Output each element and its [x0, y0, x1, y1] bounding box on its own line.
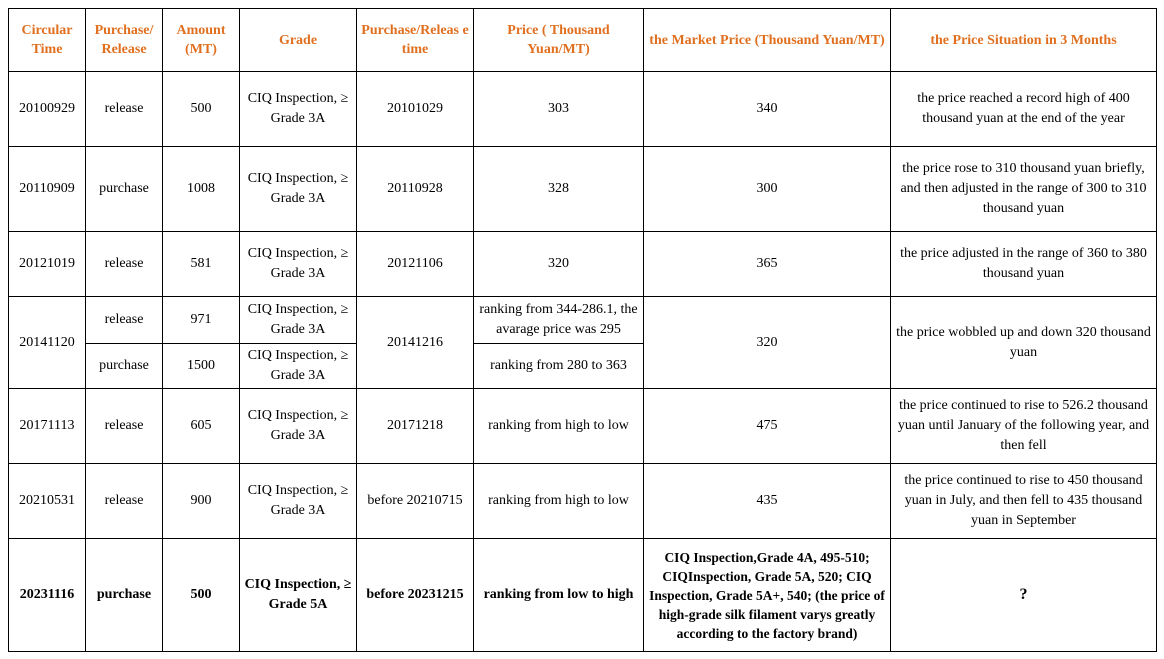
cell-type: purchase: [86, 344, 163, 389]
cell-time: 20141216: [357, 297, 474, 389]
table-row: [9, 297, 1157, 344]
cell-time: 20110928: [357, 147, 474, 232]
cell-price: ranking from 280 to 363: [474, 344, 644, 389]
cell-situation: ?: [891, 539, 1157, 652]
table-row: [9, 539, 1157, 652]
cell-time: before 20231215: [357, 539, 474, 652]
table-row: [9, 232, 1157, 297]
cell-circular-time: 20110909: [9, 147, 86, 232]
cell-type: release: [86, 232, 163, 297]
cell-circular-time: 20121019: [9, 232, 86, 297]
cell-time: 20121106: [357, 232, 474, 297]
header-row: [9, 9, 1157, 72]
cell-market-price: 320: [644, 297, 891, 389]
cell-grade: CIQ Inspection, ≥ Grade 3A: [240, 389, 357, 464]
header-purchase-release-time: Purchase/Releas e time: [357, 9, 474, 72]
cell-type: purchase: [86, 147, 163, 232]
cell-market-price: 475: [644, 389, 891, 464]
cell-type: release: [86, 297, 163, 344]
header-market-price: the Market Price (Thousand Yuan/MT): [644, 9, 891, 72]
cell-grade: CIQ Inspection, ≥ Grade 3A: [240, 232, 357, 297]
cell-market-price: 340: [644, 72, 891, 147]
table-row: [9, 389, 1157, 464]
cell-situation: the price adjusted in the range of 360 to 380 thousand yuan: [891, 232, 1157, 297]
cell-amount: 900: [163, 464, 240, 539]
cell-amount: 500: [163, 72, 240, 147]
cell-time: before 20210715: [357, 464, 474, 539]
cell-price: ranking from high to low: [474, 464, 644, 539]
cell-circular-time: 20171113: [9, 389, 86, 464]
cell-type: purchase: [86, 539, 163, 652]
cell-market-price: 365: [644, 232, 891, 297]
cell-time: 20171218: [357, 389, 474, 464]
cell-circular-time: 20100929: [9, 72, 86, 147]
cell-price: ranking from low to high: [474, 539, 644, 652]
cell-amount: 1008: [163, 147, 240, 232]
cell-circular-time: 20210531: [9, 464, 86, 539]
cell-circular-time: 20231116: [9, 539, 86, 652]
cell-grade: CIQ Inspection, ≥ Grade 3A: [240, 72, 357, 147]
cell-situation: the price wobbled up and down 320 thousand yuan: [891, 297, 1157, 389]
cell-price: 328: [474, 147, 644, 232]
cell-situation: the price reached a record high of 400 thousand yuan at the end of the year: [891, 72, 1157, 147]
cell-grade: CIQ Inspection, ≥ Grade 3A: [240, 464, 357, 539]
cell-type: release: [86, 72, 163, 147]
cell-market-price: 300: [644, 147, 891, 232]
cell-market-price: CIQ Inspection,Grade 4A, 495-510; CIQInspection, Grade 5A, 520; CIQ Inspection, Grade 5A+, 540; (the price of high-grade silk filament varys greatly according to the factory brand): [644, 539, 891, 652]
cell-price: 320: [474, 232, 644, 297]
cell-grade: CIQ Inspection, ≥ Grade 3A: [240, 344, 357, 389]
cell-type: release: [86, 389, 163, 464]
cell-situation: the price continued to rise to 526.2 thousand yuan until January of the following year, and then fell: [891, 389, 1157, 464]
header-circular-time: Circular Time: [9, 9, 86, 72]
header-amount: Amount (MT): [163, 9, 240, 72]
cell-amount: 500: [163, 539, 240, 652]
cell-time: 20101029: [357, 72, 474, 147]
table-row: [9, 147, 1157, 232]
header-grade: Grade: [240, 9, 357, 72]
table-row: [9, 72, 1157, 147]
cell-amount: 1500: [163, 344, 240, 389]
reserve-table: [8, 8, 1157, 652]
cell-type: release: [86, 464, 163, 539]
cell-amount: 971: [163, 297, 240, 344]
cell-price: 303: [474, 72, 644, 147]
cell-amount: 581: [163, 232, 240, 297]
cell-circular-time: 20141120: [9, 297, 86, 389]
cell-grade: CIQ Inspection, ≥ Grade 5A: [240, 539, 357, 652]
cell-grade: CIQ Inspection, ≥ Grade 3A: [240, 147, 357, 232]
cell-situation: the price continued to rise to 450 thousand yuan in July, and then fell to 435 thousand yuan in September: [891, 464, 1157, 539]
cell-price: ranking from 344-286.1, the avarage price was 295: [474, 297, 644, 344]
cell-price: ranking from high to low: [474, 389, 644, 464]
header-price: Price ( Thousand Yuan/MT): [474, 9, 644, 72]
table-row: [9, 464, 1157, 539]
cell-grade: CIQ Inspection, ≥ Grade 3A: [240, 297, 357, 344]
header-price-situation: the Price Situation in 3 Months: [891, 9, 1157, 72]
cell-situation: the price rose to 310 thousand yuan briefly, and then adjusted in the range of 300 to 310 thousand yuan: [891, 147, 1157, 232]
header-purchase-release: Purchase/ Release: [86, 9, 163, 72]
cell-market-price: 435: [644, 464, 891, 539]
cell-amount: 605: [163, 389, 240, 464]
